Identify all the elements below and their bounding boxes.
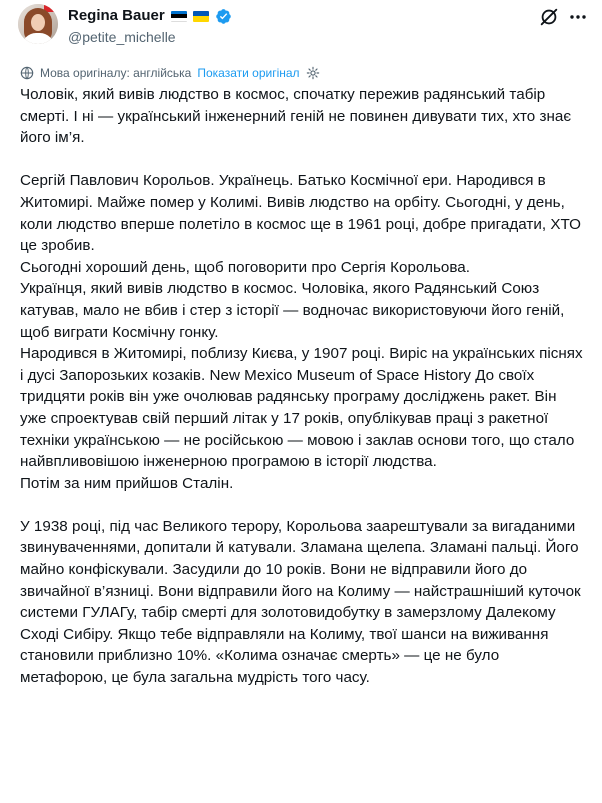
show-original-link[interactable]: Показати оригінал: [197, 66, 300, 80]
post-paragraph: Сергій Павлович Корольов. Українець. Батько Космічної ери. Народився в Житомирі. Майже помер у Колимі. Вивів людство на орбіту. Сьогодні, у день, коли людство вперше полетіло в космос ще в 1961 році, добре пригадати, ХТО це зробив.: [20, 172, 581, 255]
verified-badge-icon: [215, 8, 232, 25]
avatar[interactable]: [18, 4, 58, 44]
author-name-row: [68, 6, 232, 26]
ukraine-flag-icon: [193, 11, 209, 22]
post-paragraph: Народився в Житомирі, поблизу Києва, у 1907 році. Виріс на українських піснях і дусі Запорозьких козаків. New Mexico Museum of Space History До своїх тридцяти років він уже очолював радянську програму досліджень ракет. Він уже спроектував свій перший літак у 17 років, опублікував праці з ракетної техніки українською — не російською — мовою і заклав основи того, що стало найвпливовішою інженерною програмою в історії людства.: [20, 345, 583, 471]
gear-icon[interactable]: [306, 66, 320, 80]
post-paragraph: Чоловік, який вивів людство в космос, спочатку пережив радянський табір смерті. І ні — український інженерний геній не повинен дивувати тих, хто знає його ім’я.: [20, 86, 572, 147]
estonia-flag-icon: [171, 11, 187, 22]
paragraph-gap: [20, 149, 586, 171]
paragraph-gap: [20, 494, 586, 516]
translation-bar: [20, 64, 320, 82]
grok-icon[interactable]: [538, 6, 560, 28]
post-paragraph: Українця, який вивів людство в космос. Чоловіка, якого Радянський Союз катував, мало не вбив і стер з історії — водночас використовуючи його геній, щоб виграти Космічну гонку.: [20, 280, 565, 341]
post-paragraph: У 1938 році, під час Великого терору, Корольова заарештували за вигаданими звинуваченнями, допитали й катували. Зламана щелепа. Зламані пальці. Його майно конфіскували. Засудили до 10 років. Вони не відправили його до звичайної в’язниці. Вони відправили його на Колиму — найстрашніший куточок системи ГУЛАГу, табір смерті для золотовидобутку в замерзлому Далекому Сході Сибіру. Якщо тебе відправляли на Колиму, твої шанси на виживання становили приблизно 10%. «Колима означає смерть» — це не було метафорою, це була загальна мудрість того часу.: [20, 517, 581, 687]
author-name[interactable]: Regina Bauer: [68, 7, 165, 24]
more-options-icon[interactable]: [568, 10, 588, 24]
post-paragraph: Сьогодні хороший день, щоб поговорити про Сергія Корольова.: [20, 258, 470, 276]
original-language-label: Мова оригіналу: англійська: [40, 66, 192, 80]
author-handle[interactable]: @petite_michelle: [68, 29, 176, 45]
globe-icon: [20, 66, 34, 80]
post-paragraph: Потім за ним прийшов Сталін.: [20, 474, 234, 492]
post-header: [0, 0, 602, 60]
post-text: [20, 84, 586, 689]
